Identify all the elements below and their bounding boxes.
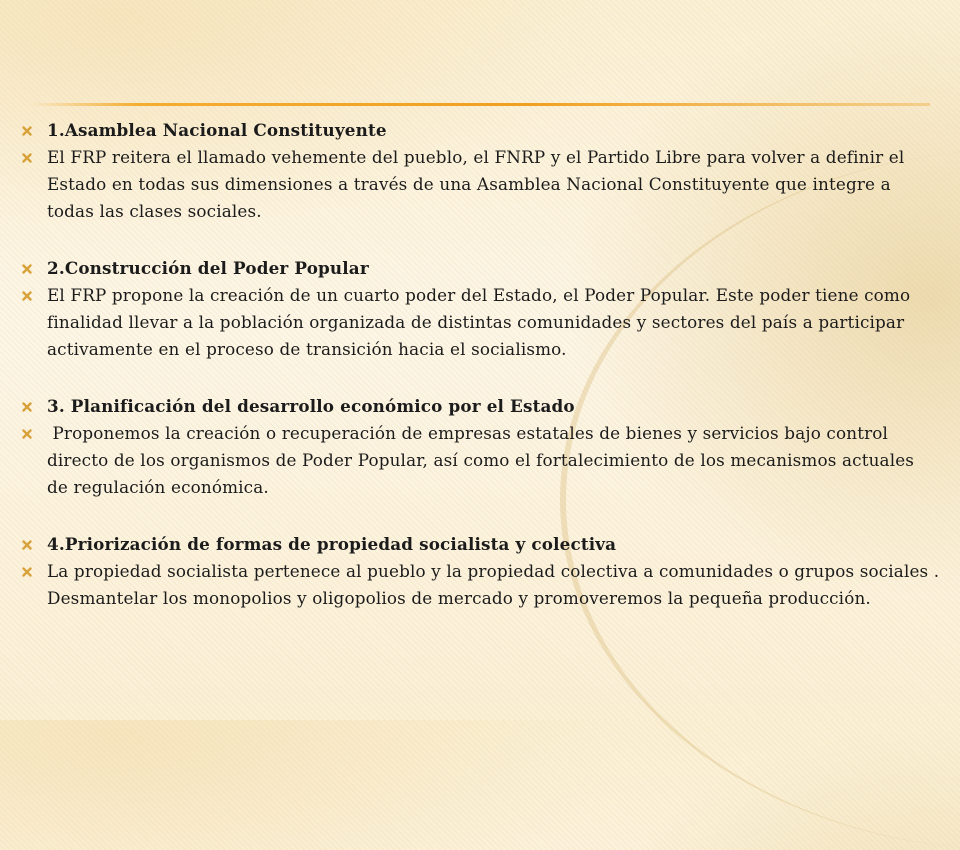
section-2-heading-bullet [20, 255, 940, 282]
title-divider-rule [30, 103, 930, 106]
section-3-body-bullet [20, 420, 940, 501]
section-spacer [20, 363, 940, 393]
section-1-body-bullet [20, 144, 940, 225]
section-3-heading-bullet [20, 393, 940, 420]
section-1-heading-bullet [20, 117, 940, 144]
section-1-body: El FRP reitera el llamado vehemente del pueblo, el FNRP y el Partido Libre para volver a definir el Estado en todas sus dimensiones a través de una Asamblea Nacional Constituyente que integre a todas las clases sociales. [47, 147, 905, 221]
section-2-body-bullet [20, 282, 940, 363]
x-mark-icon [20, 531, 34, 558]
section-3-heading: 3. Planificación del desarrollo económico por el Estado [47, 396, 575, 416]
slide-content [20, 117, 940, 612]
x-mark-icon [20, 144, 34, 171]
section-4-heading: 4.Priorización de formas de propiedad socialista y colectiva [47, 534, 617, 554]
section-1-heading: 1.Asamblea Nacional Constituyente [47, 120, 387, 140]
x-mark-icon [20, 558, 34, 585]
section-2-body: El FRP propone la creación de un cuarto poder del Estado, el Poder Popular. Este poder tiene como finalidad llevar a la población organizada de distintas comunidades y sectores del país a participar activamente en el proceso de transición hacia el socialismo. [47, 285, 911, 359]
section-3-body: Proponemos la creación o recuperación de empresas estatales de bienes y servicios bajo control directo de los organismos de Poder Popular, así como el fortalecimiento de los mecanismos actuales de regulación económica. [47, 423, 920, 497]
section-2-heading: 2.Construcción del Poder Popular [47, 258, 369, 278]
x-mark-icon [20, 282, 34, 309]
x-mark-icon [20, 117, 34, 144]
x-mark-icon [20, 420, 34, 447]
x-mark-icon [20, 393, 34, 420]
section-4-body-bullet [20, 558, 940, 612]
section-spacer [20, 225, 940, 255]
section-4-body: La propiedad socialista pertenece al pueblo y la propiedad colectiva a comunidades o grupos sociales . Desmantelar los monopolios y oligopolios de mercado y promoveremos la pequeña producción. [47, 561, 940, 608]
section-spacer [20, 501, 940, 531]
x-mark-icon [20, 255, 34, 282]
section-4-heading-bullet [20, 531, 940, 558]
